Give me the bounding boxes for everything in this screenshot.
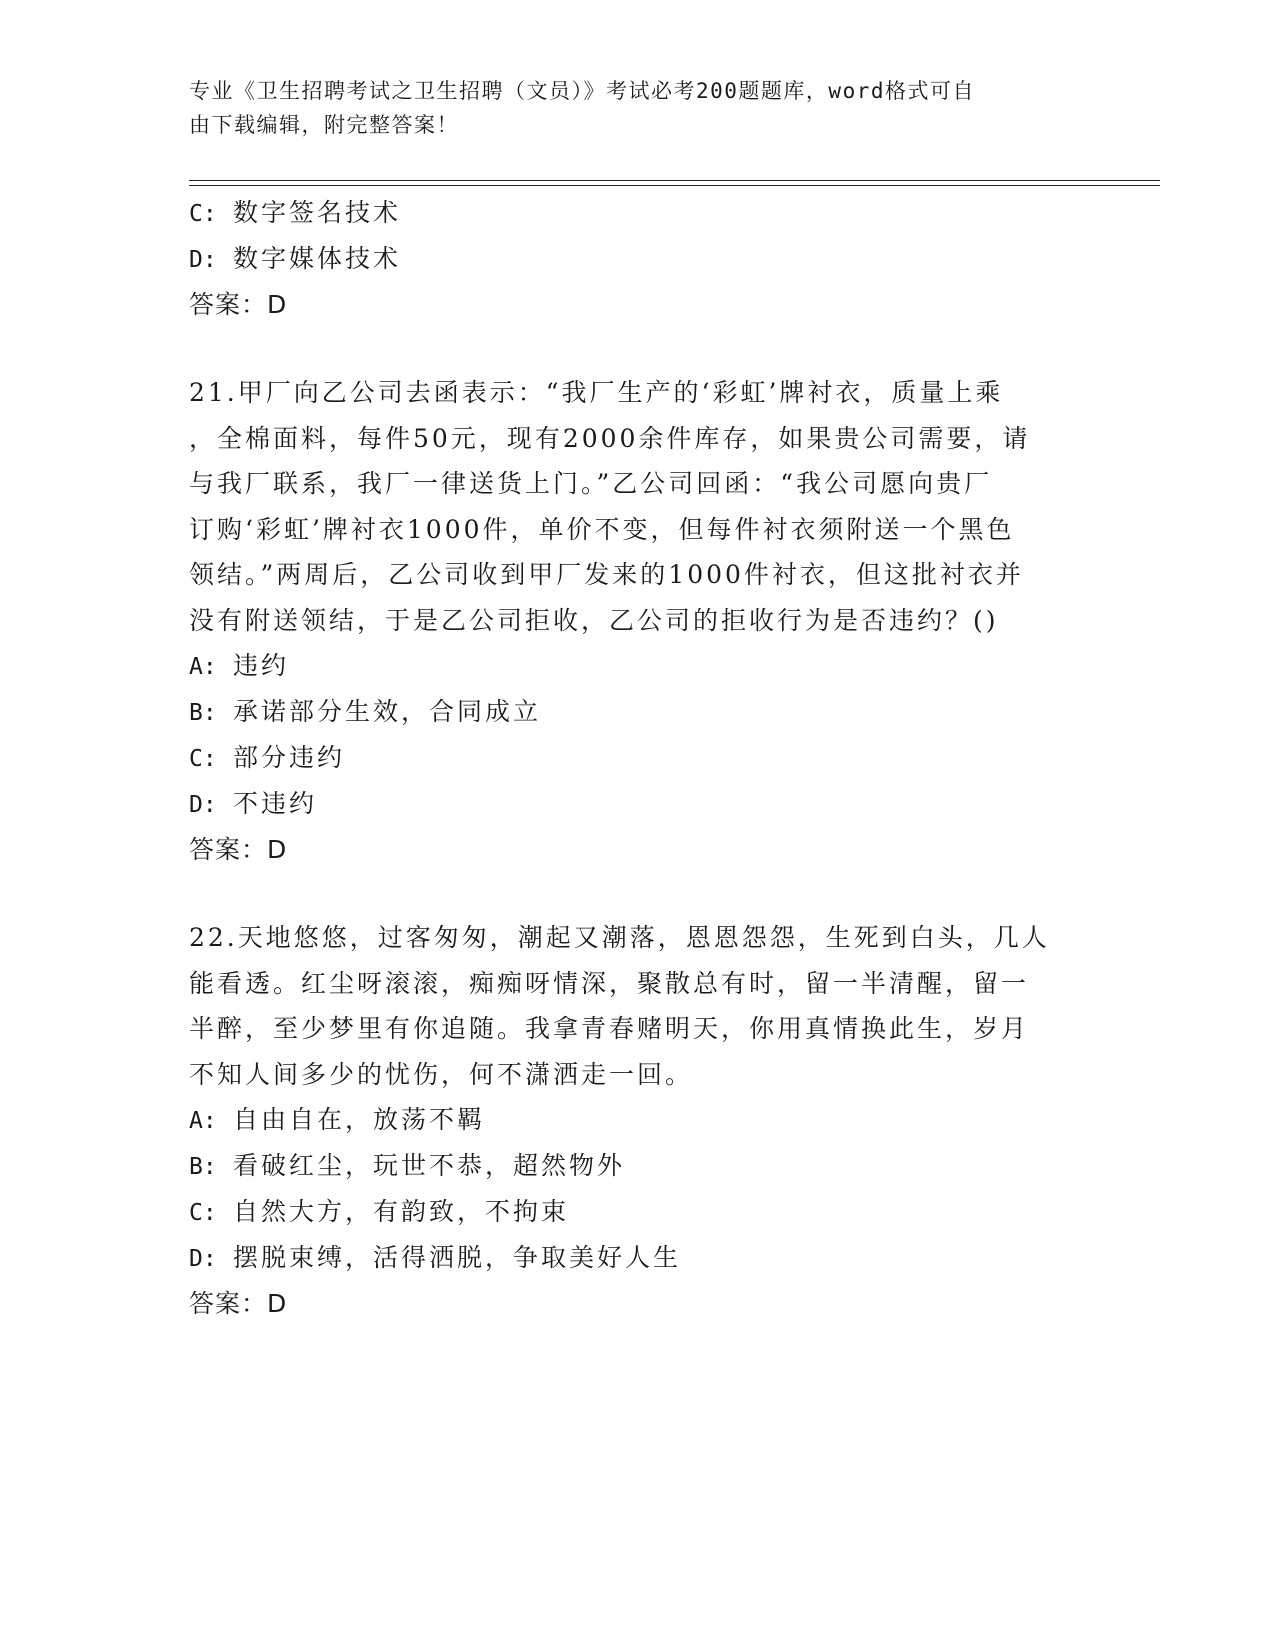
- option-a: [189, 643, 1089, 689]
- answer-line: 答案：D: [189, 1289, 288, 1318]
- question-line: ，全棉面料，每件50元，现有2000余件库存，如果贵公司需要，请: [189, 423, 1031, 453]
- option-text: 自由自在，放荡不羁: [233, 1105, 486, 1134]
- option-key: C:: [189, 746, 217, 772]
- option-key: D:: [189, 792, 217, 818]
- document-body: [189, 190, 1089, 1327]
- question-line: 能看透。红尘呀滚滚，痴痴呀情深，聚散总有时，留一半清醒，留一: [189, 968, 1030, 998]
- option-text: 违约: [233, 651, 290, 680]
- option-text: 数字媒体技术: [233, 244, 402, 273]
- option-key: D:: [189, 247, 217, 273]
- option-key: C:: [189, 1200, 217, 1226]
- question-text: [189, 915, 1089, 1097]
- option-b: [189, 1143, 1089, 1189]
- option-text: 不违约: [233, 789, 318, 818]
- option-text: 承诺部分生效，合同成立: [233, 697, 542, 726]
- option-key: B:: [189, 700, 217, 726]
- option-c: [189, 735, 1089, 781]
- question-text: [189, 370, 1089, 643]
- option-d: [189, 781, 1089, 827]
- option-text: 自然大方，有韵致，不拘束: [233, 1197, 570, 1226]
- option-text: 摆脱束缚，活得洒脱，争取美好人生: [233, 1243, 682, 1272]
- option-text: 数字签名技术: [233, 198, 402, 227]
- option-c: [189, 190, 1089, 236]
- document-header: [189, 74, 1069, 142]
- option-key: B:: [189, 1154, 217, 1180]
- question-line: 22.天地悠悠，过客匆匆，潮起又潮落，恩恩怨怨，生死到白头，几人: [189, 923, 1050, 952]
- option-a: [189, 1097, 1089, 1143]
- option-c: [189, 1189, 1089, 1235]
- header-line-1: 专业《卫生招聘考试之卫生招聘（文员）》考试必考200题题库，word格式可自: [189, 79, 975, 103]
- header-divider-bottom: [189, 185, 1160, 186]
- option-text: 看破红尘，玩世不恭，超然物外: [233, 1151, 626, 1180]
- question-line: 半醉，至少梦里有你追随。我拿青春赌明天，你用真情换此生，岁月: [189, 1014, 1030, 1043]
- header-divider-top: [189, 180, 1160, 181]
- spacer: [189, 328, 1089, 370]
- answer-line: 答案：D: [189, 835, 288, 864]
- question-line: 与我厂联系，我厂一律送货上门。”乙公司回函：“我公司愿向贵厂: [189, 469, 993, 498]
- question-line: 订购‘彩虹’牌衬衣1000件，单价不变，但每件衬衣须附送一个黑色: [189, 514, 1015, 544]
- question-22: [189, 915, 1089, 1327]
- option-key: A:: [189, 1108, 217, 1134]
- question-line: 没有附送领结，于是乙公司拒收，乙公司的拒收行为是否违约？(): [189, 605, 999, 635]
- option-d: [189, 236, 1089, 282]
- answer-line: 答案：D: [189, 290, 288, 319]
- spacer: [189, 873, 1089, 915]
- question-21: [189, 370, 1089, 873]
- question-line: 不知人间多少的忧伤，何不潇洒走一回。: [189, 1059, 694, 1089]
- question-line: 领结。”两周后，乙公司收到甲厂发来的1000件衬衣，但这批衬衣并: [189, 560, 1024, 589]
- question-line: 21.甲厂向乙公司去函表示：“我厂生产的‘彩虹’牌衬衣，质量上乘: [189, 378, 1004, 407]
- option-key: C:: [189, 201, 217, 227]
- option-d: [189, 1235, 1089, 1281]
- header-line-2: 由下载编辑，附完整答案！: [189, 113, 459, 137]
- option-b: [189, 689, 1089, 735]
- option-key: A:: [189, 654, 217, 680]
- option-key: D:: [189, 1246, 217, 1272]
- option-text: 部分违约: [233, 743, 346, 772]
- previous-question-tail: [189, 190, 1089, 328]
